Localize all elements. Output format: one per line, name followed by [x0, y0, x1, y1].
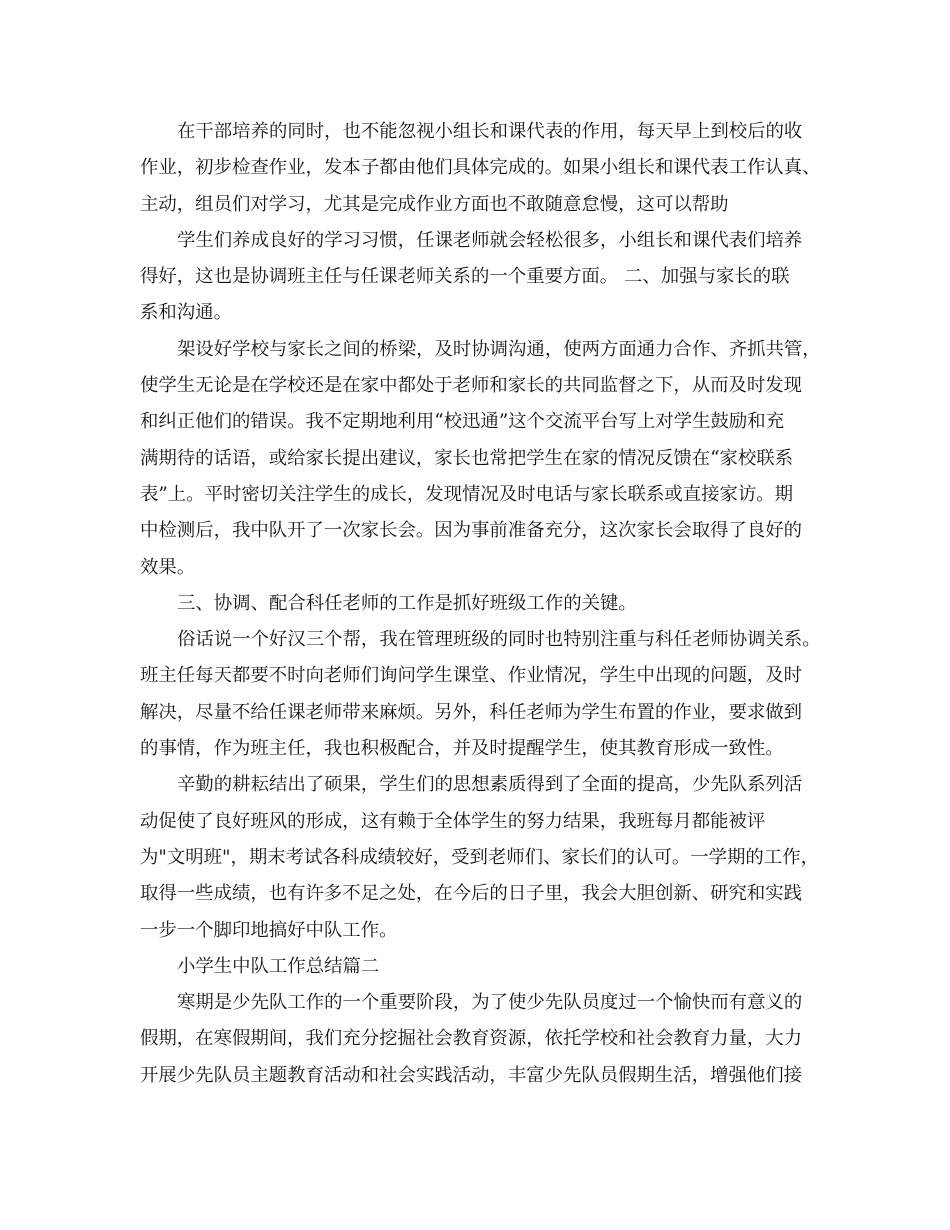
text-line: 解决，尽量不给任课老师带来麻烦。另外，科任老师为学生布置的作业，要求做到 [140, 701, 803, 723]
text-line: 俗话说一个好汉三个帮，我在管理班级的同时也特别注重与科任老师协调关系。 [177, 629, 821, 651]
text-line: 寒期是少先队工作的一个重要阶段，为了使少先队员度过一个愉快而有意义的 [177, 992, 803, 1014]
text-line: 系和沟通。 [140, 302, 232, 324]
section-heading: 三、协调、配合科任老师的工作是抓好班级工作的关键。 [177, 592, 637, 614]
text-line: 取得一些成绩，也有许多不足之处，在今后的日子里，我会大胆创新、研究和实践 [140, 883, 803, 905]
text-line: 假期，在寒假期间，我们充分挖掘社会教育资源，依托学校和社会教育力量，大力 [140, 1028, 803, 1050]
text-line: 在干部培养的同时，也不能忽视小组长和课代表的作用，每天早上到校后的收 [177, 121, 803, 142]
text-line: 的事情，作为班主任，我也积极配合，并及时提醒学生，使其教育形成一致性。 [140, 738, 784, 760]
text-line: 主动，组员们对学习，尤其是完成作业方面也不敢随意怠慢，这可以帮助 [140, 193, 729, 215]
article-title: 小学生中队工作总结篇二 [177, 955, 380, 977]
text-line: 中检测后，我中队开了一次家长会。因为事前准备充分，这次家长会取得了良好的 [140, 520, 803, 542]
text-line: 表”上。平时密切关注学生的成长，发现情况及时电话与家长联系或直接家访。期 [140, 483, 794, 505]
text-line: 作业，初步检查作业，发本子都由他们具体完成的。如果小组长和课代表工作认真、 [140, 157, 821, 179]
document-body [140, 114, 830, 1094]
text-line: 辛勤的耕耘结出了硕果，学生们的思想素质得到了全面的提高，少先队系列活 [177, 774, 803, 796]
text-line: 开展少先队员主题教育活动和社会实践活动，丰富少先队员假期生活，增强他们接 [140, 1064, 803, 1086]
text-line: 学生们养成良好的学习习惯，任课老师就会轻松很多，小组长和课代表们培养 [177, 229, 803, 251]
text-line: 架设好学校与家长之间的桥梁，及时协调沟通，使两方面通力合作、齐抓共管， [177, 338, 821, 360]
text-line: 和纠正他们的错误。我不定期地利用“校迅通”这个交流平台写上对学生鼓励和充 [140, 411, 785, 433]
text-line: 效果。 [140, 556, 196, 578]
text-line: 使学生无论是在学校还是在家中都处于老师和家长的共同监督之下，从而及时发现 [140, 375, 803, 397]
text-line: 得好，这也是协调班主任与任课老师关系的一个重要方面。 二、加强与家长的联 [140, 266, 790, 288]
text-line: 为"文明班"，期末考试各科成绩较好，受到老师们、家长们的认可。一学期的工作， [140, 846, 819, 868]
text-line: 一步一个脚印地搞好中队工作。 [140, 919, 398, 941]
text-line: 班主任每天都要不时向老师们询问学生课堂、作业情况，学生中出现的问题，及时 [140, 665, 803, 687]
text-line: 动促使了良好班风的形成，这有赖于全体学生的努力结果，我班每月都能被评 [140, 810, 766, 832]
text-line: 满期待的话语，或给家长提出建议，家长也常把学生在家的情况反馈在“家校联系 [140, 447, 794, 469]
